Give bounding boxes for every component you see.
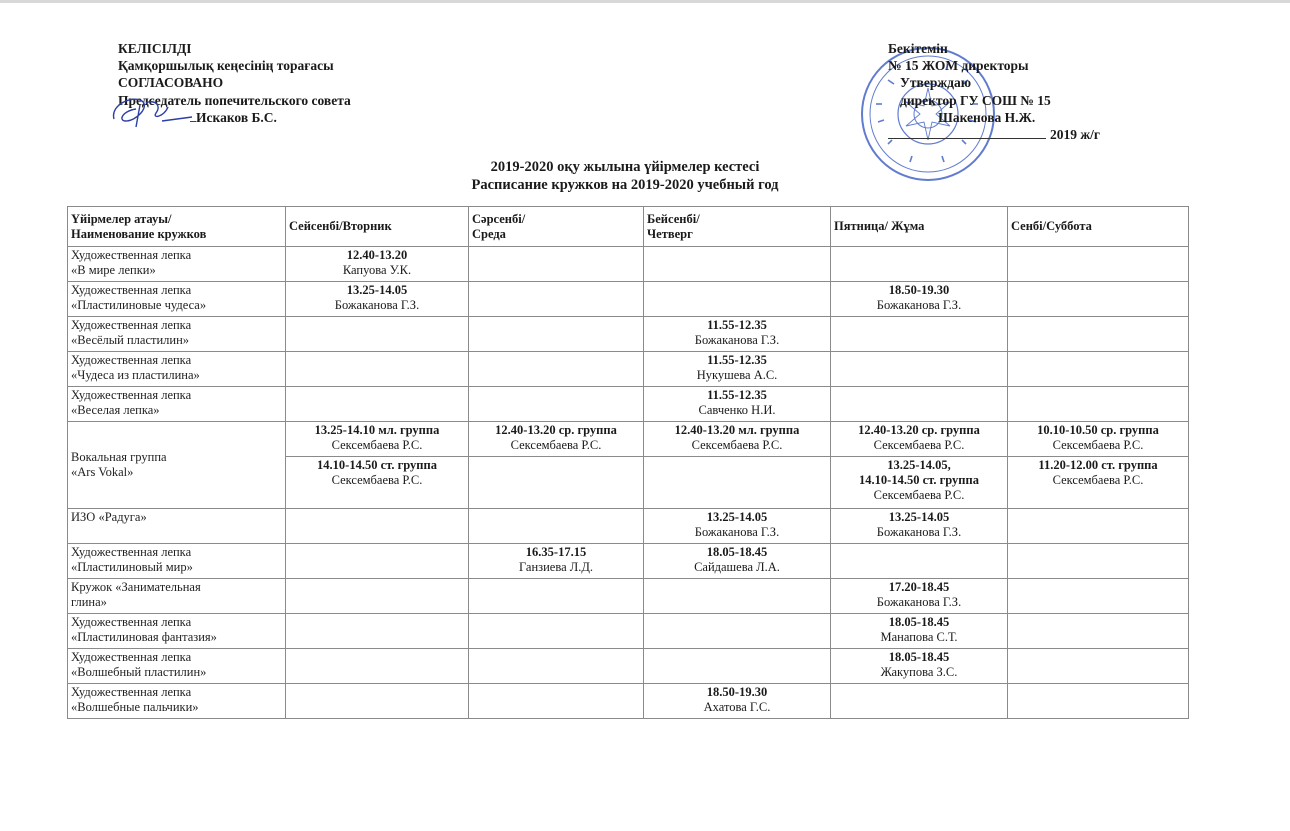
slot-saturday bbox=[1008, 579, 1189, 614]
slot-wednesday bbox=[469, 317, 644, 352]
signature-line-right bbox=[888, 126, 1046, 139]
slot-thursday bbox=[644, 649, 831, 684]
slot-saturday bbox=[1008, 509, 1189, 544]
slot-friday: 13.25-14.05 Божаканова Г.З. bbox=[831, 509, 1008, 544]
slot-wednesday bbox=[469, 614, 644, 649]
slot-tuesday: 14.10-14.50 ст. группа Сексембаева Р.С. bbox=[286, 457, 469, 509]
slot-thursday bbox=[644, 282, 831, 317]
approval-left-line-4: Председатель попечительского совета bbox=[118, 92, 351, 108]
slot-saturday bbox=[1008, 387, 1189, 422]
slot-friday bbox=[831, 387, 1008, 422]
slot-tuesday: 13.25-14.05 Божаканова Г.З. bbox=[286, 282, 469, 317]
approval-right-line-1: Бекітемін bbox=[888, 41, 948, 56]
table-row bbox=[68, 544, 1189, 579]
slot-tuesday: 12.40-13.20 Капуова У.К. bbox=[286, 247, 469, 282]
approval-left-name: Искаков Б.С. bbox=[196, 109, 277, 125]
slot-friday bbox=[831, 247, 1008, 282]
page-top-edge bbox=[0, 0, 1290, 3]
club-name: Художественная лепка «Пластилиновые чудеса» bbox=[68, 282, 286, 317]
title-ru: Расписание кружков на 2019-2020 учебный год bbox=[471, 177, 779, 193]
slot-tuesday bbox=[286, 352, 469, 387]
slot-saturday bbox=[1008, 247, 1189, 282]
slot-friday: 18.50-19.30 Божаканова Г.З. bbox=[831, 282, 1008, 317]
slot-friday bbox=[831, 317, 1008, 352]
slot-friday bbox=[831, 684, 1008, 719]
slot-tuesday bbox=[286, 509, 469, 544]
approval-right-block bbox=[888, 40, 1100, 143]
slot-saturday: 10.10-10.50 ср. группа Сексембаева Р.С. bbox=[1008, 422, 1189, 457]
slot-wednesday bbox=[469, 247, 644, 282]
approval-left-line-2: Қамқоршылық кеңесінің торағасы bbox=[118, 58, 334, 74]
slot-wednesday bbox=[469, 509, 644, 544]
slot-saturday bbox=[1008, 684, 1189, 719]
table-row bbox=[68, 614, 1189, 649]
club-name: Художественная лепка «Пластилиновый мир» bbox=[68, 544, 286, 579]
slot-tuesday: 13.25-14.10 мл. группа Сексембаева Р.С. bbox=[286, 422, 469, 457]
slot-friday: 13.25-14.05, 14.10-14.50 ст. группа Сексембаева Р.С. bbox=[831, 457, 1008, 509]
slot-thursday: 18.05-18.45 Сайдашева Л.А. bbox=[644, 544, 831, 579]
slot-friday: 18.05-18.45 Жакупова З.С. bbox=[831, 649, 1008, 684]
slot-tuesday bbox=[286, 684, 469, 719]
club-name: Художественная лепка «Пластилиновая фантазия» bbox=[68, 614, 286, 649]
slot-thursday: 11.55-12.35 Нукушева А.С. bbox=[644, 352, 831, 387]
club-name: Художественная лепка «Весёлый пластилин» bbox=[68, 317, 286, 352]
table-row bbox=[68, 282, 1189, 317]
slot-saturday bbox=[1008, 544, 1189, 579]
header-name: Үйірмелер атауы/ Наименование кружков bbox=[68, 207, 286, 247]
slot-wednesday bbox=[469, 649, 644, 684]
table-row bbox=[68, 579, 1189, 614]
slot-friday bbox=[831, 544, 1008, 579]
table-row bbox=[68, 352, 1189, 387]
slot-wednesday bbox=[469, 684, 644, 719]
club-name: Художественная лепка «Волшебные пальчики» bbox=[68, 684, 286, 719]
slot-wednesday bbox=[469, 352, 644, 387]
slot-thursday: 11.55-12.35 Божаканова Г.З. bbox=[644, 317, 831, 352]
approval-right-line-2: № 15 ЖОМ директоры bbox=[888, 58, 1029, 74]
header-saturday: Сенбі/Суббота bbox=[1008, 207, 1189, 247]
table-row bbox=[68, 247, 1189, 282]
slot-tuesday bbox=[286, 579, 469, 614]
club-name: Художественная лепка «Волшебный пластилин» bbox=[68, 649, 286, 684]
header-friday: Пятница/ Жұма bbox=[831, 207, 1008, 247]
slot-saturday bbox=[1008, 352, 1189, 387]
table-row bbox=[68, 649, 1189, 684]
slot-wednesday: 12.40-13.20 ср. группа Сексембаева Р.С. bbox=[469, 422, 644, 457]
header-wednesday: Сәрсенбі/ Среда bbox=[469, 207, 644, 247]
slot-saturday: 11.20-12.00 ст. группа Сексембаева Р.С. bbox=[1008, 457, 1189, 509]
club-name: Кружок «Занимательная глина» bbox=[68, 579, 286, 614]
slot-thursday: 12.40-13.20 мл. группа Сексембаева Р.С. bbox=[644, 422, 831, 457]
approval-right-line-5: Шакенова Н.Ж. bbox=[938, 109, 1036, 125]
slot-tuesday bbox=[286, 544, 469, 579]
club-name: Художественная лепка «Веселая лепка» bbox=[68, 387, 286, 422]
table-row bbox=[68, 422, 1189, 457]
slot-thursday bbox=[644, 579, 831, 614]
slot-thursday bbox=[644, 457, 831, 509]
club-name: Вокальная группа «Ars Vokal» bbox=[68, 422, 286, 509]
slot-wednesday bbox=[469, 579, 644, 614]
approval-left-line-1: КЕЛІСІЛДІ bbox=[118, 41, 192, 56]
table-row bbox=[68, 509, 1189, 544]
slot-wednesday bbox=[469, 282, 644, 317]
slot-friday: 12.40-13.20 ср. группа Сексембаева Р.С. bbox=[831, 422, 1008, 457]
table-row bbox=[68, 387, 1189, 422]
slot-friday bbox=[831, 352, 1008, 387]
club-name: ИЗО «Радуга» bbox=[68, 509, 286, 544]
signature-left-icon bbox=[106, 91, 196, 135]
slot-tuesday bbox=[286, 649, 469, 684]
slot-friday: 17.20-18.45 Божаканова Г.З. bbox=[831, 579, 1008, 614]
approval-left-block bbox=[118, 40, 351, 126]
slot-saturday bbox=[1008, 282, 1189, 317]
slot-thursday: 11.55-12.35 Савченко Н.И. bbox=[644, 387, 831, 422]
slot-tuesday bbox=[286, 614, 469, 649]
club-name: Художественная лепка «Чудеса из пластилина» bbox=[68, 352, 286, 387]
approval-right-line-3: Утверждаю bbox=[900, 75, 972, 91]
table-row bbox=[68, 317, 1189, 352]
slot-saturday bbox=[1008, 614, 1189, 649]
slot-thursday: 13.25-14.05 Божаканова Г.З. bbox=[644, 509, 831, 544]
title-kz: 2019-2020 оқу жылына үйірмелер кестесі bbox=[490, 159, 760, 175]
header-tuesday: Сейсенбі/Вторник bbox=[286, 207, 469, 247]
slot-tuesday bbox=[286, 317, 469, 352]
signature-line-left bbox=[118, 109, 277, 126]
table-row bbox=[68, 684, 1189, 719]
header-thursday: Бейсенбі/ Четверг bbox=[644, 207, 831, 247]
schedule-table bbox=[67, 206, 1189, 719]
slot-wednesday bbox=[469, 387, 644, 422]
slot-tuesday bbox=[286, 387, 469, 422]
approval-right-line-4: директор ГУ СОШ № 15 bbox=[900, 92, 1051, 108]
club-name: Художественная лепка «В мире лепки» bbox=[68, 247, 286, 282]
slot-saturday bbox=[1008, 317, 1189, 352]
slot-wednesday: 16.35-17.15 Ганзиева Л.Д. bbox=[469, 544, 644, 579]
slot-thursday: 18.50-19.30 Ахатова Г.С. bbox=[644, 684, 831, 719]
slot-friday: 18.05-18.45 Манапова С.Т. bbox=[831, 614, 1008, 649]
slot-thursday bbox=[644, 247, 831, 282]
approval-right-date: 2019 ж/г bbox=[1050, 127, 1101, 143]
table-header-row bbox=[68, 207, 1189, 247]
document-title bbox=[0, 158, 1250, 194]
slot-thursday bbox=[644, 614, 831, 649]
slot-wednesday bbox=[469, 457, 644, 509]
approval-left-line-3: СОГЛАСОВАНО bbox=[118, 75, 224, 91]
slot-saturday bbox=[1008, 649, 1189, 684]
